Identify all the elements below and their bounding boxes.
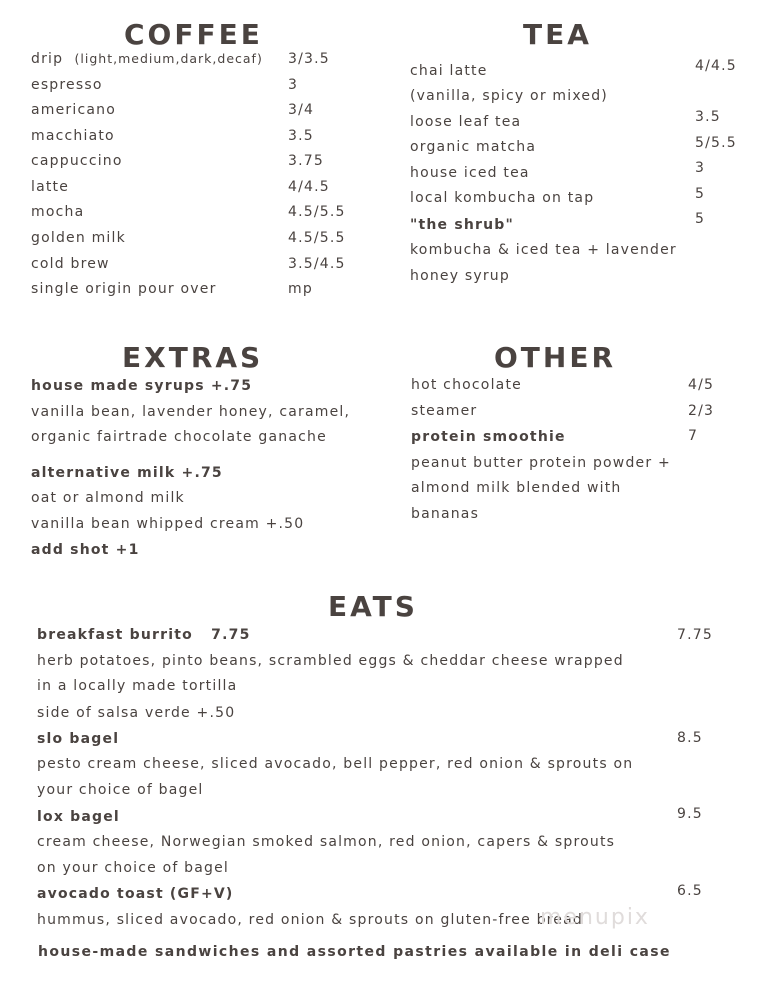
deli-case-footer: house-made sandwiches and assorted pastries available in deli case xyxy=(38,944,671,960)
burrito-description: in a locally made tortilla xyxy=(37,678,238,694)
coffee-item-name: cold brew xyxy=(31,256,110,272)
smoothie-description: peanut butter protein powder + xyxy=(411,455,671,471)
tea-item-name: house iced tea xyxy=(410,165,530,181)
coffee-item-name: golden milk xyxy=(31,230,126,246)
chai-latte-note: (vanilla, spicy or mixed) xyxy=(410,88,608,104)
burrito-price: 7.75 xyxy=(677,627,713,643)
tea-item-price: 3 xyxy=(695,160,706,176)
extras-line: alternative milk +.75 xyxy=(31,465,223,481)
lox-bagel-price: 9.5 xyxy=(677,806,703,822)
extras-line: oat or almond milk xyxy=(31,490,185,506)
extras-heading: EXTRAS xyxy=(122,341,264,374)
other-item-name: hot chocolate xyxy=(411,377,522,393)
slo-bagel-description: your choice of bagel xyxy=(37,782,204,798)
tea-item-name: loose leaf tea xyxy=(410,114,522,130)
lox-bagel-description: on your choice of bagel xyxy=(37,860,230,876)
coffee-item-name: single origin pour over xyxy=(31,281,217,297)
other-item-price: 2/3 xyxy=(688,403,715,419)
coffee-item-name: americano xyxy=(31,102,116,118)
avocado-toast-price: 6.5 xyxy=(677,883,703,899)
extras-line: organic fairtrade chocolate ganache xyxy=(31,429,327,445)
coffee-item-price: 3.5 xyxy=(288,128,314,144)
tea-item-name: local kombucha on tap xyxy=(410,190,595,206)
shrub-description: honey syrup xyxy=(410,268,510,284)
coffee-item-price: 4.5/5.5 xyxy=(288,230,346,246)
shrub-price: 5 xyxy=(695,211,706,227)
slo-bagel-description: pesto cream cheese, sliced avocado, bell pepper, red onion & sprouts on xyxy=(37,756,634,772)
chai-latte-price: 4/4.5 xyxy=(695,58,737,74)
burrito-description: side of salsa verde +.50 xyxy=(37,705,236,721)
lox-bagel-name: lox bagel xyxy=(37,809,120,825)
coffee-item-name: espresso xyxy=(31,77,103,93)
tea-heading: TEA xyxy=(523,18,592,51)
other-heading: OTHER xyxy=(494,341,617,374)
other-item-price: 4/5 xyxy=(688,377,715,393)
extras-line: house made syrups +.75 xyxy=(31,378,253,394)
watermark: menupix xyxy=(540,905,650,930)
coffee-item-drip xyxy=(31,50,263,68)
tea-item-price: 3.5 xyxy=(695,109,721,125)
smoothie-description: bananas xyxy=(411,506,480,522)
slo-bagel-price: 8.5 xyxy=(677,730,703,746)
chai-latte-name: chai latte xyxy=(410,63,488,79)
smoothie-name: protein smoothie xyxy=(411,429,566,445)
extras-line: add shot +1 xyxy=(31,542,140,558)
coffee-item-price: 3.75 xyxy=(288,153,324,169)
avocado-toast-name: avocado toast (GF+V) xyxy=(37,886,234,902)
coffee-item-name: mocha xyxy=(31,204,85,220)
coffee-item-price: 3/4 xyxy=(288,102,315,118)
burrito-name: breakfast burrito xyxy=(37,627,193,643)
tea-item-price: 5 xyxy=(695,186,706,202)
coffee-item-price: mp xyxy=(288,281,313,297)
other-item-name: steamer xyxy=(411,403,478,419)
burrito-name-line xyxy=(37,626,251,644)
drip-name: drip xyxy=(31,51,64,67)
extras-line: vanilla bean, lavender honey, caramel, xyxy=(31,404,351,420)
coffee-item-name: latte xyxy=(31,179,70,195)
lox-bagel-description: cream cheese, Norwegian smoked salmon, red onion, capers & sprouts xyxy=(37,834,616,850)
burrito-inline-price: 7.75 xyxy=(211,627,251,643)
coffee-item-price: 3.5/4.5 xyxy=(288,256,346,272)
coffee-item-price: 3 xyxy=(288,77,299,93)
eats-heading: EATS xyxy=(328,590,418,623)
drip-options: (light,medium,dark,decaf) xyxy=(74,51,263,66)
tea-item-name: organic matcha xyxy=(410,139,537,155)
coffee-item-name: macchiato xyxy=(31,128,115,144)
smoothie-price: 7 xyxy=(688,428,699,444)
slo-bagel-name: slo bagel xyxy=(37,731,120,747)
burrito-description: herb potatoes, pinto beans, scrambled eggs & cheddar cheese wrapped xyxy=(37,653,624,669)
shrub-name: "the shrub" xyxy=(410,217,515,233)
coffee-item-price: 4.5/5.5 xyxy=(288,204,346,220)
smoothie-description: almond milk blended with xyxy=(411,480,622,496)
shrub-description: kombucha & iced tea + lavender xyxy=(410,242,677,258)
coffee-item-price: 4/4.5 xyxy=(288,179,330,195)
avocado-toast-description: hummus, sliced avocado, red onion & sprouts on gluten-free bread xyxy=(37,912,583,928)
coffee-item-name: cappuccino xyxy=(31,153,123,169)
coffee-heading: COFFEE xyxy=(124,18,263,51)
extras-line: vanilla bean whipped cream +.50 xyxy=(31,516,305,532)
drip-price: 3/3.5 xyxy=(288,51,330,67)
tea-item-price: 5/5.5 xyxy=(695,135,737,151)
